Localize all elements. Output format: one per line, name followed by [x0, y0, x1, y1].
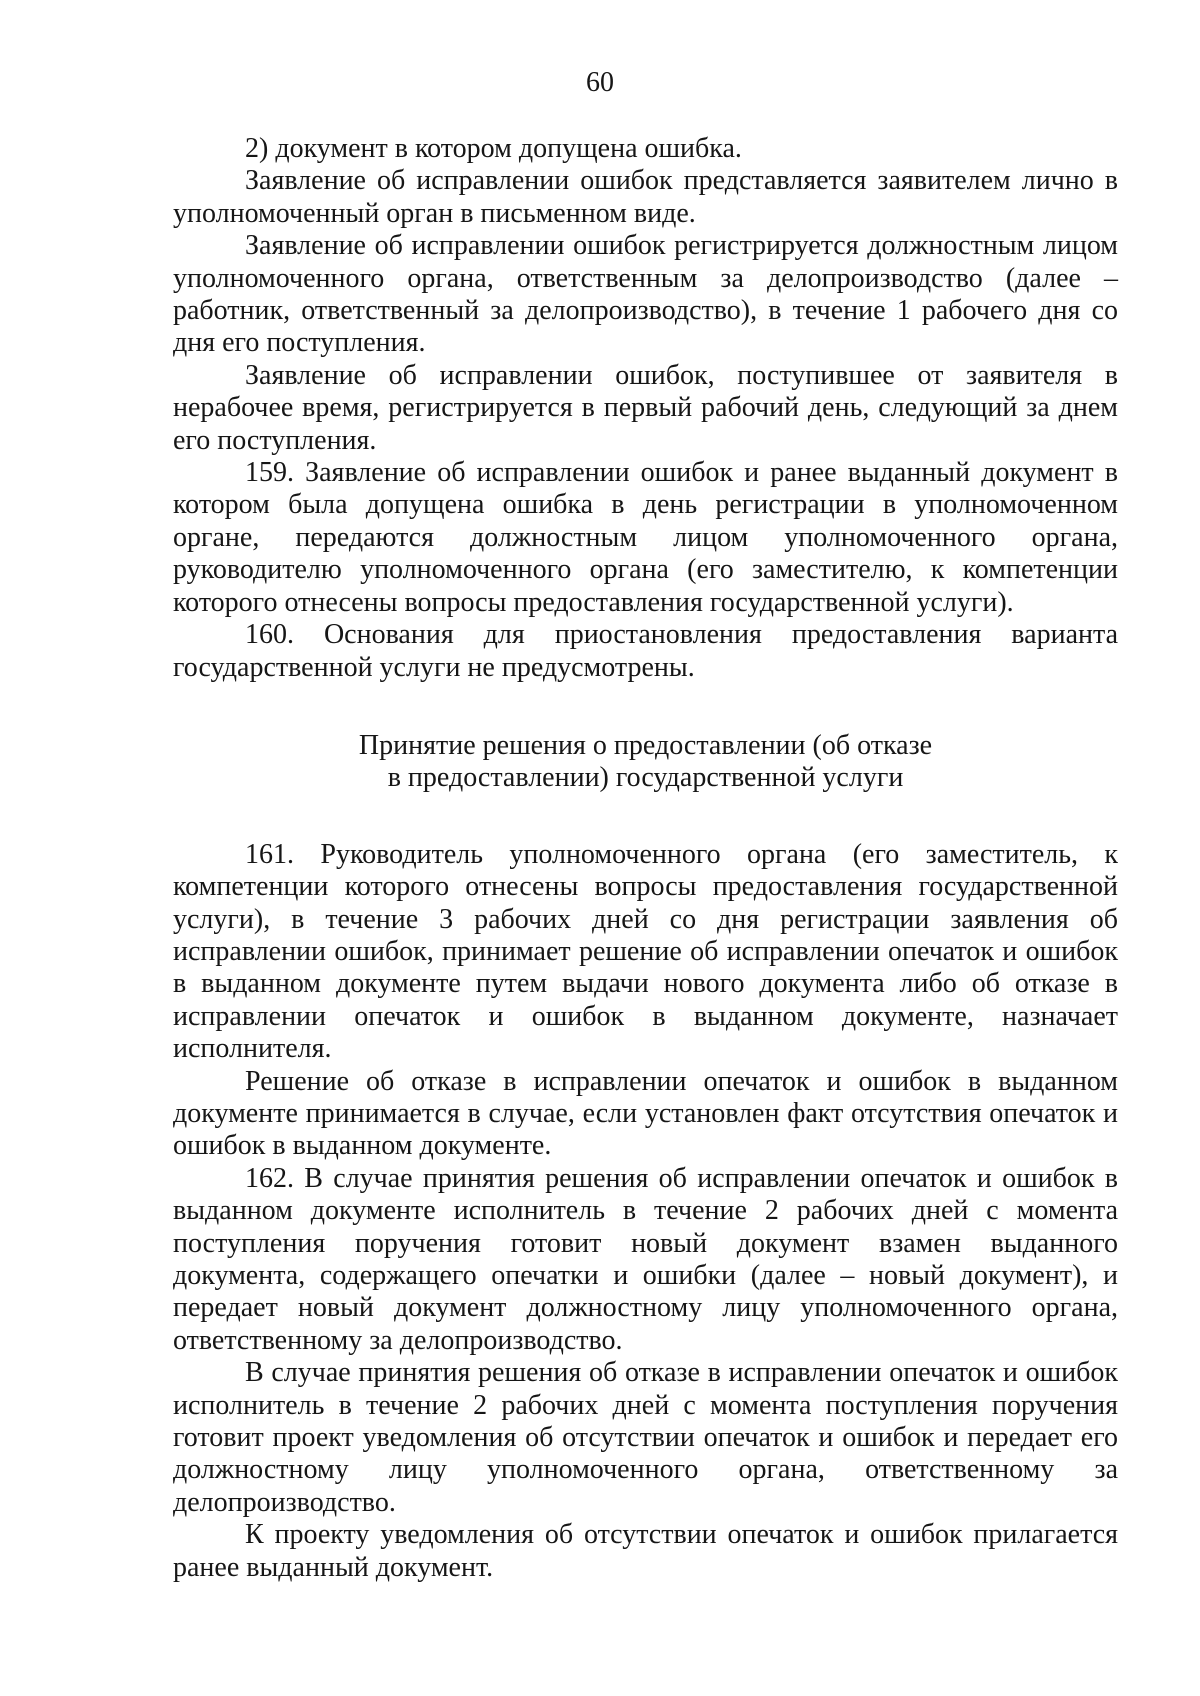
- page-number: 60: [586, 67, 614, 98]
- paragraph-162: 162. В случае принятия решения об исправлении опечаток и ошибок в выданном документе исполнитель в течение 2 рабочих дней с момента поступления поручения готовит новый документ взамен выданного документа, содержащего опечатки и ошибки (далее – новый документ), и передает новый документ должностному лицу уполномоченного органа, ответственному за делопроизводство.: [173, 1162, 1118, 1356]
- paragraph: Заявление об исправлении ошибок регистрируется должностным лицом уполномоченного органа, ответственным за делопроизводство (далее – работник, ответственный за делопроизводство), в течение 1 рабочего дня со дня его поступления.: [173, 230, 1118, 359]
- paragraph: Заявление об исправлении ошибок представляется заявителем лично в уполномоченный орган в письменном виде.: [173, 165, 1118, 229]
- paragraph: Решение об отказе в исправлении опечаток и ошибок в выданном документе принимается в случае, если установлен факт отсутствия опечаток и ошибок в выданном документе.: [173, 1065, 1118, 1162]
- paragraph-160: 160. Основания для приостановления предоставления варианта государственной услуги не предусмотрены.: [173, 619, 1118, 683]
- paragraph: 2) документ в котором допущена ошибка.: [245, 133, 742, 164]
- paragraph-161: 161. Руководитель уполномоченного органа (его заместитель, к компетенции которого отнесены вопросы предоставления государственной услуги), в течение 3 рабочих дней со дня регистрации заявления об исправлении ошибок, принимает решение об исправлении опечаток и ошибок в выданном документе путем выдачи нового документа либо об отказе в исправлении опечаток и ошибок в выданном документе, назначает исполнителя.: [173, 838, 1118, 1065]
- document-body: [173, 133, 1118, 1584]
- section-heading-line-2: в предоставлении) государственной услуги: [387, 762, 904, 794]
- paragraph: Заявление об исправлении ошибок, поступившее от заявителя в нерабочее время, регистрируется в первый рабочий день, следующий за днем его поступления.: [173, 359, 1118, 456]
- paragraph: В случае принятия решения об отказе в исправлении опечаток и ошибок исполнитель в течение 2 рабочих дней с момента поступления поручения готовит проект уведомления об отсутствии опечаток и ошибок и передает его должностному лицу уполномоченного органа, ответственному за делопроизводство.: [173, 1357, 1118, 1518]
- section-heading-line-1: Принятие решения о предоставлении (об отказе: [358, 729, 933, 761]
- paragraph-159: 159. Заявление об исправлении ошибок и ранее выданный документ в котором была допущена ошибка в день регистрации в уполномоченном органе, передаются должностным лицом уполномоченного органа, руководителю уполномоченного органа (его заместителю, к компетенции которого отнесены вопросы предоставления государственной услуги).: [173, 457, 1118, 618]
- section-heading: [173, 730, 1118, 795]
- paragraph: К проекту уведомления об отсутствии опечаток и ошибок прилагается ранее выданный документ.: [173, 1519, 1118, 1583]
